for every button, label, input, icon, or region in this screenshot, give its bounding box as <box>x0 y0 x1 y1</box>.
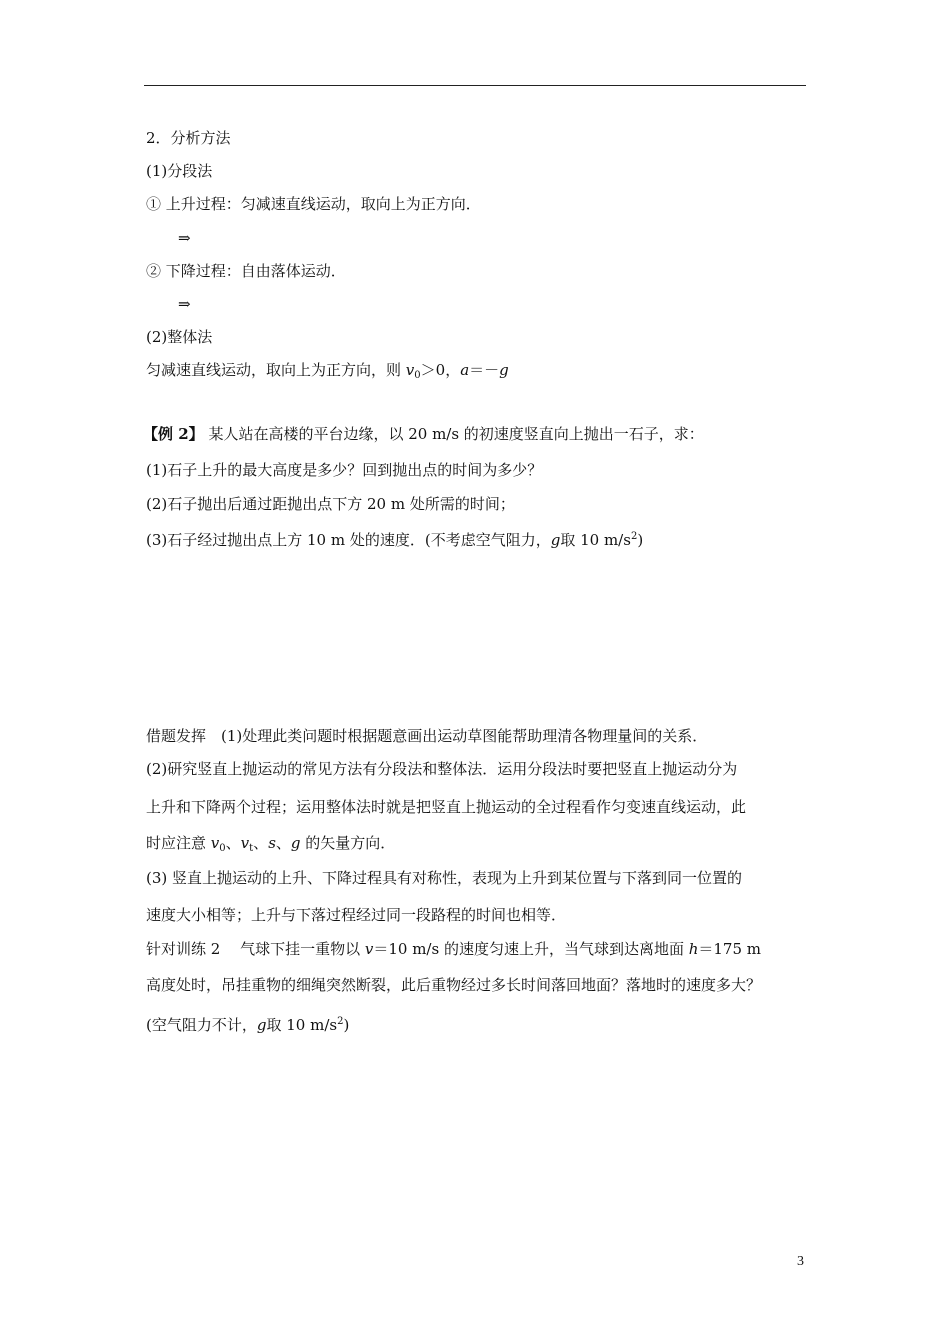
example-question-2: (2)石子抛出后通过距抛出点下方 20 m 处所需的时间； <box>146 495 515 513</box>
tip-line: (3) 竖直上抛运动的上升、下降过程具有对称性，表现为上升到某位置与下落到同一位置的 <box>146 869 743 887</box>
method-whole-text: 匀减速直线运动，取向上为正方向，则 $v_0>0$，a＝－g <box>146 361 509 381</box>
implies-arrow: ⇒ <box>178 295 191 313</box>
section-title: 2．分析方法 <box>146 129 231 147</box>
method-whole-heading: (2)整体法 <box>146 328 213 346</box>
training-line: 高度处时，吊挂重物的细绳突然断裂，此后重物经过多长时间落回地面？落地时的速度多大？ <box>146 976 762 994</box>
tip-line: 速度大小相等；上升与下落过程经过同一段路程的时间也相等． <box>146 906 567 924</box>
example-question-1: (1)石子上升的最大高度是多少？回到抛出点的时间为多少？ <box>146 461 543 479</box>
tip-line: 借题发挥 (1)处理此类问题时根据题意画出运动草图能帮助理清各物理量间的关系． <box>146 727 708 745</box>
example-prompt: 【例 2】 某人站在高楼的平台边缘，以 20 m/s 的初速度竖直向上抛出一石子，求： <box>143 425 704 443</box>
tip-line: 上升和下降两个过程；运用整体法时就是把竖直上抛运动的全过程看作匀变速直线运动，此 <box>146 798 747 816</box>
example-question-3: (3)石子经过抛出点上方 10 m 处的速度．(不考虑空气阻力，g取 10 $m/s^2$) <box>146 531 644 549</box>
tip-line: (2)研究竖直上抛运动的常见方法有分段法和整体法．运用分段法时要把竖直上抛运动分为 <box>146 760 738 778</box>
implies-arrow: ⇒ <box>178 229 191 247</box>
training-line: 针对训练 2 气球下挂一重物以 v＝10 m/s 的速度匀速上升，当气球到达离地面 h＝175 m <box>146 940 762 958</box>
example-label: 【例 2】 <box>143 425 204 443</box>
step-rise: ① 上升过程：匀减速直线运动，取向上为正方向． <box>146 195 481 213</box>
training-line: (空气阻力不计，g取 10 $m/s^2$) <box>146 1016 350 1034</box>
tip-line: 时应注意 $v_0$、$v_t$、s、g 的矢量方向． <box>146 834 396 854</box>
step-fall: ② 下降过程：自由落体运动． <box>146 262 346 280</box>
header-rule <box>144 85 806 86</box>
page-number: 3 <box>797 1254 804 1269</box>
method-segment-heading: (1)分段法 <box>146 162 213 180</box>
